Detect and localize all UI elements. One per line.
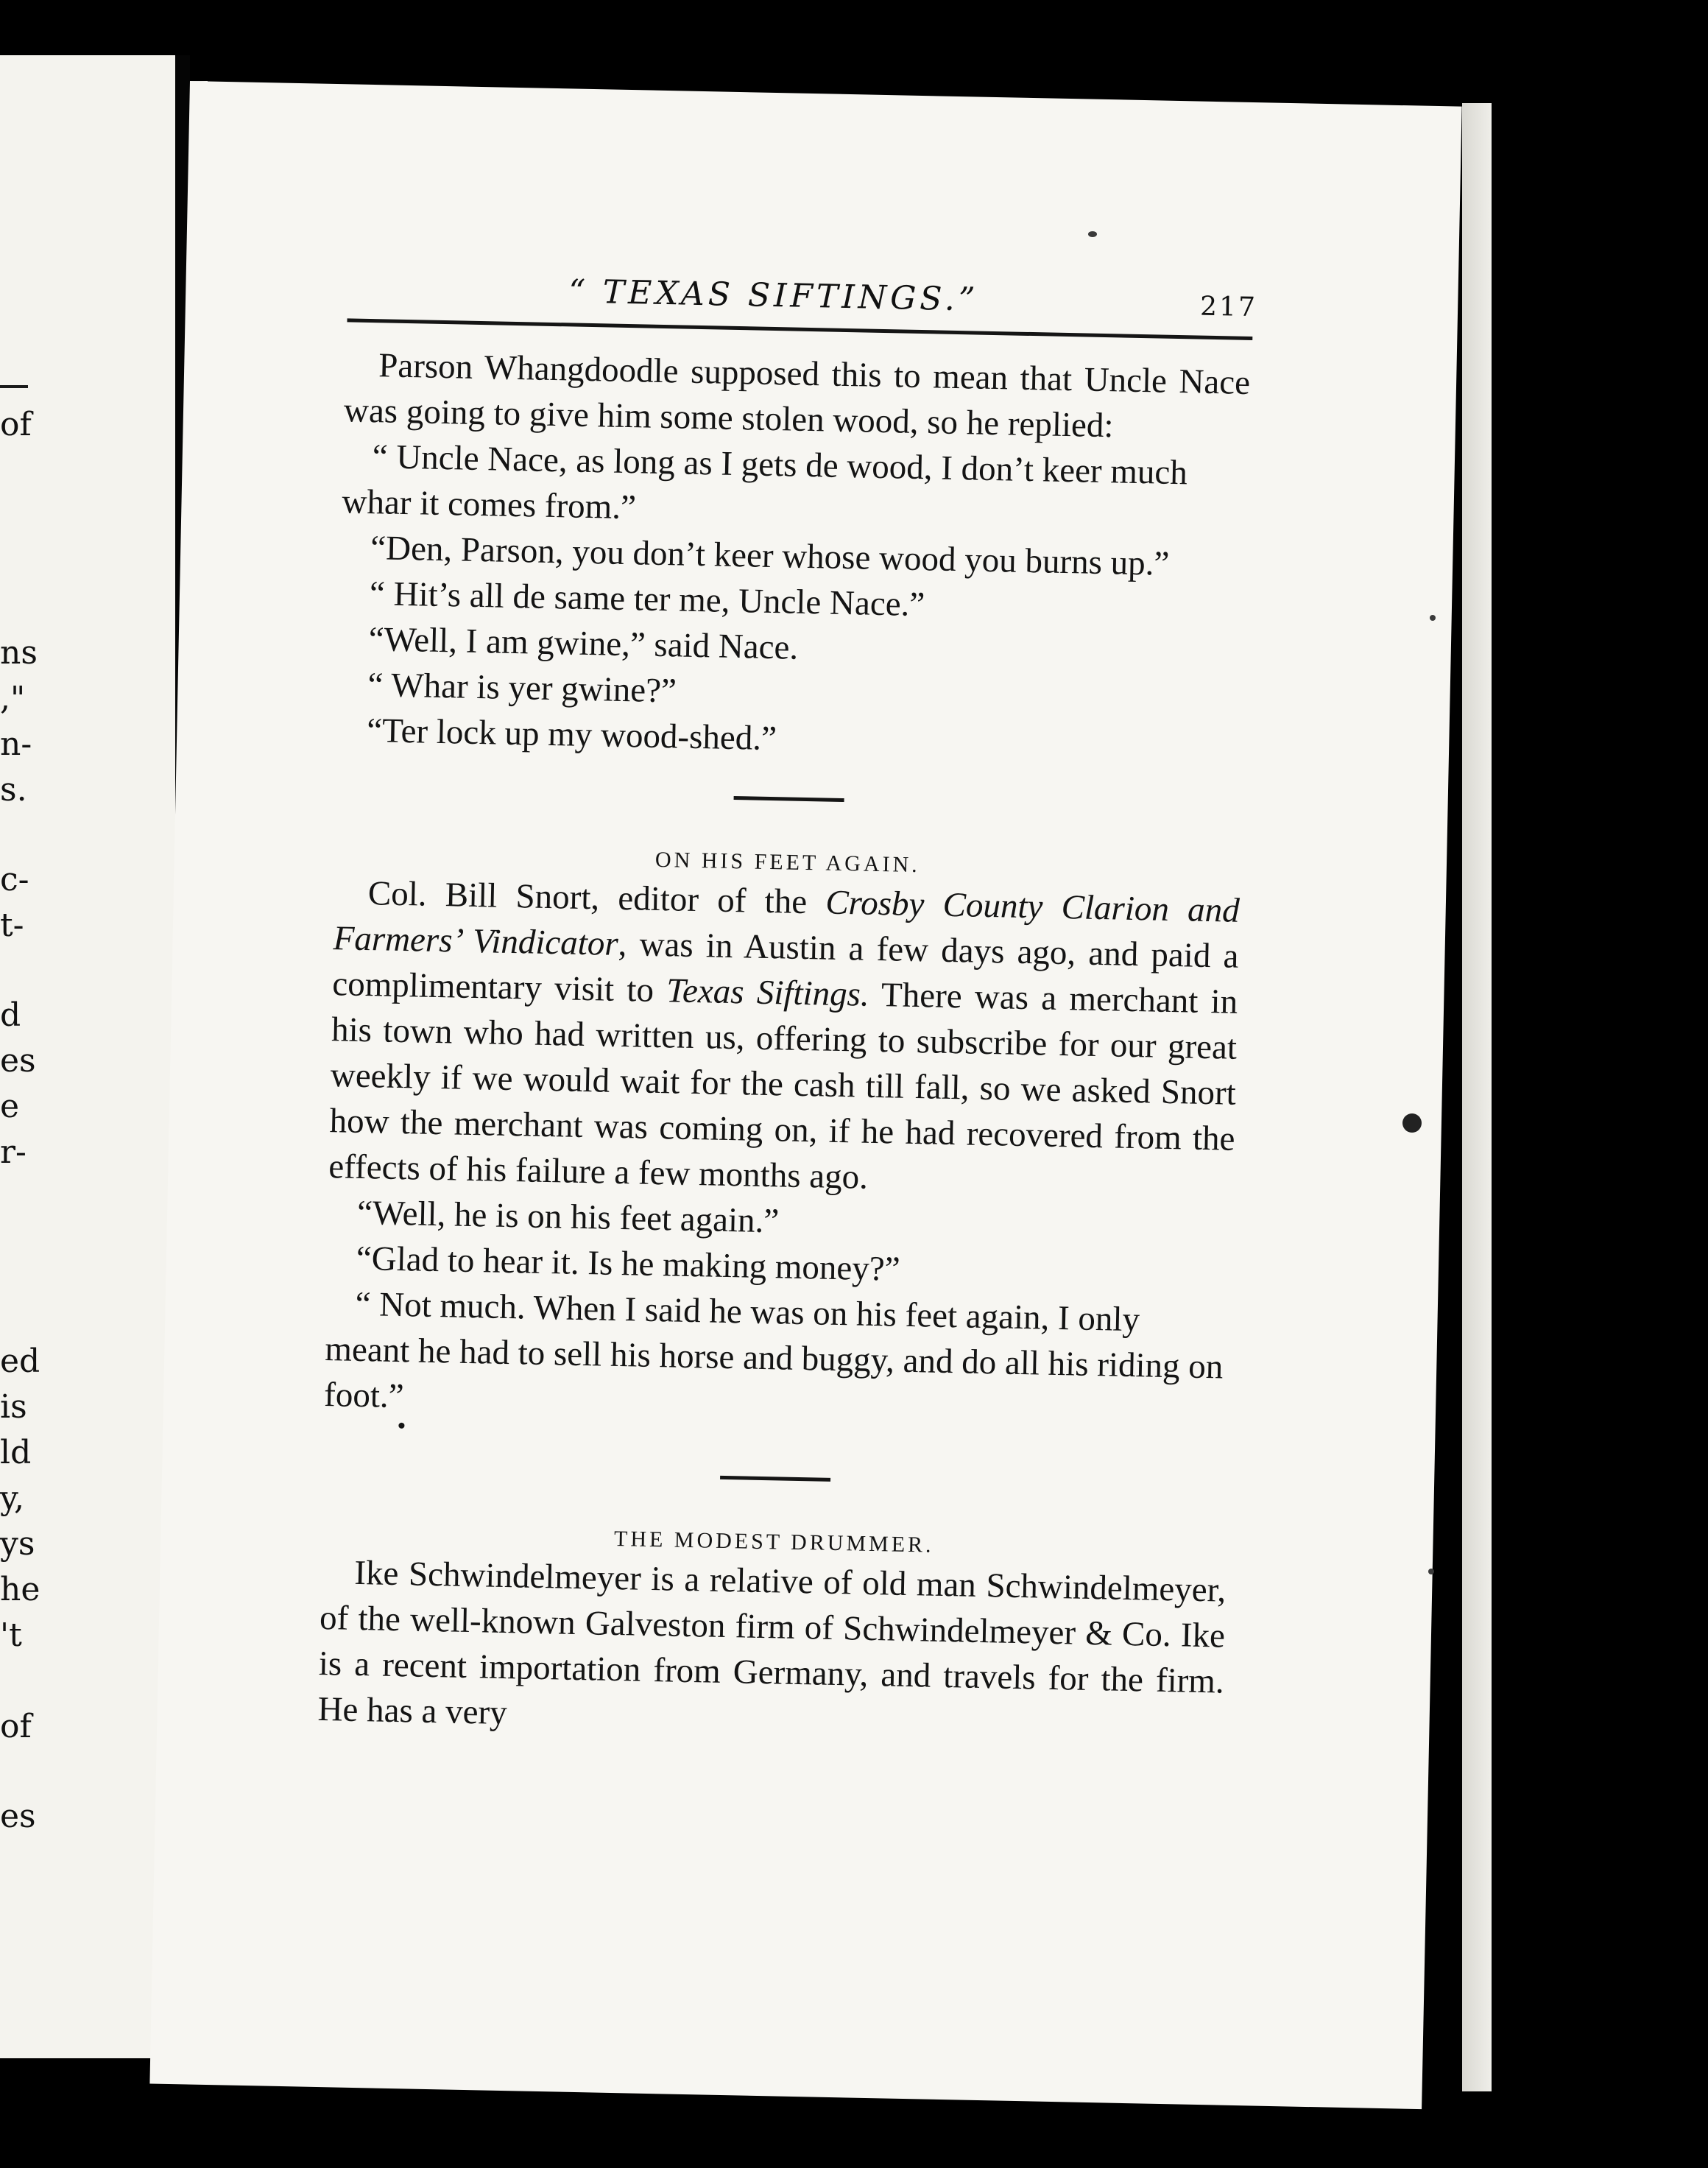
stray-ink-mark: • [397, 1412, 406, 1440]
dialogue-line: “Well, I am gwine,” said Nace. [368, 620, 799, 667]
previous-page-fragment: n- [0, 725, 32, 763]
previous-page-fragment: ld [0, 1434, 32, 1471]
book-page [149, 81, 1461, 2109]
previous-page-fragment: y, [0, 1479, 24, 1517]
previous-page-fragment: s. [0, 771, 27, 809]
text-column [317, 342, 1251, 1750]
previous-page-edge [0, 55, 175, 2058]
previous-page-fragment: ys [0, 1525, 35, 1563]
previous-page-fragment: ed [0, 1342, 40, 1380]
dialogue-line: “Ter lock up my wood-shed.” [366, 711, 777, 759]
running-title: “ TEXAS SIFTINGS.” [568, 272, 979, 319]
previous-page-fragment: e [0, 1088, 20, 1125]
dialogue-line: “Glad to hear it. Is he making money?” [356, 1239, 901, 1289]
previous-page-fragment: es [0, 1042, 36, 1080]
paragraph: Parson Whangdoodle supposed this to mean that Uncle Nace was going to give him some stolen wood, so he replied: [343, 346, 1251, 446]
previous-page-fragment: of [0, 1708, 32, 1745]
paragraph-text: , was in Austin a few days ago, and paid a complimentary visit to [331, 924, 1239, 1010]
previous-page-fragment: ns [0, 634, 38, 672]
previous-page-fragment: 't [0, 1616, 22, 1654]
paragraph-text: There was a merchant in his town who had written us, offering to subscribe for our great weekly if we would wait for the cash till fall, so we asked Snort how the merchant was coming on, if he had recovered from the effects of his failure a few months ago. [328, 975, 1238, 1197]
previous-page-fragment: is [0, 1388, 27, 1426]
section-divider [720, 1476, 830, 1482]
previous-page-fragment: c- [0, 861, 29, 898]
dialogue-line: “ Uncle Nace, as long as I gets de wood, I don’t keer much whar it comes from.” [342, 437, 1188, 527]
dialogue-line: “ Hit’s all de same ter me, Uncle Nace.” [369, 574, 925, 624]
page-number: 217 [1199, 291, 1258, 323]
previous-page-fragment: es [0, 1798, 36, 1835]
previous-page-fragment: he [0, 1571, 40, 1608]
paragraph: Ike Schwindelmeyer is a relative of old man Schwindelmeyer, of the well-known Galveston firm of Schwindelmeyer & Co. Ike is a recent importation from Germany, and travels for the firm. He has a very [317, 1553, 1227, 1733]
section-divider [734, 796, 844, 802]
dialogue-line: “Well, he is on his feet again.” [356, 1193, 780, 1241]
previous-page-fragment: of [0, 406, 32, 443]
previous-page-fragment: d [0, 996, 21, 1034]
dialogue-line: “Den, Parson, you don’t keer whose wood you burns up.” [370, 529, 1170, 583]
previous-page-rule [0, 385, 28, 388]
dialogue-line: “ Not much. When I said he was on his feet again, I only meant he had to sell his horse and buggy, and do all his riding on foot.” [323, 1284, 1224, 1416]
page-edge [1462, 103, 1492, 2091]
page-header [186, 265, 1458, 335]
newspaper-title: Crosby County Clarion and Farmers’ Vindicator [333, 883, 1241, 963]
section-heading: ON HIS FEET AGAIN. [654, 847, 921, 878]
scan-speck [1088, 231, 1097, 237]
section-heading: THE MODEST DRUMMER. [613, 1526, 934, 1558]
paragraph [328, 870, 1240, 1208]
scan-speck [1428, 1569, 1434, 1574]
previous-page-fragment: t- [0, 907, 24, 944]
previous-page-fragment: r- [0, 1133, 27, 1171]
scan-speck [1402, 1113, 1422, 1133]
scan-speck [1430, 615, 1436, 621]
paragraph-text: Col. Bill Snort, editor of the [367, 874, 826, 922]
publication-title: Texas Siftings. [666, 971, 870, 1014]
previous-page-fragment: ," [0, 680, 26, 717]
dialogue-line: “ Whar is yer gwine?” [367, 666, 677, 711]
